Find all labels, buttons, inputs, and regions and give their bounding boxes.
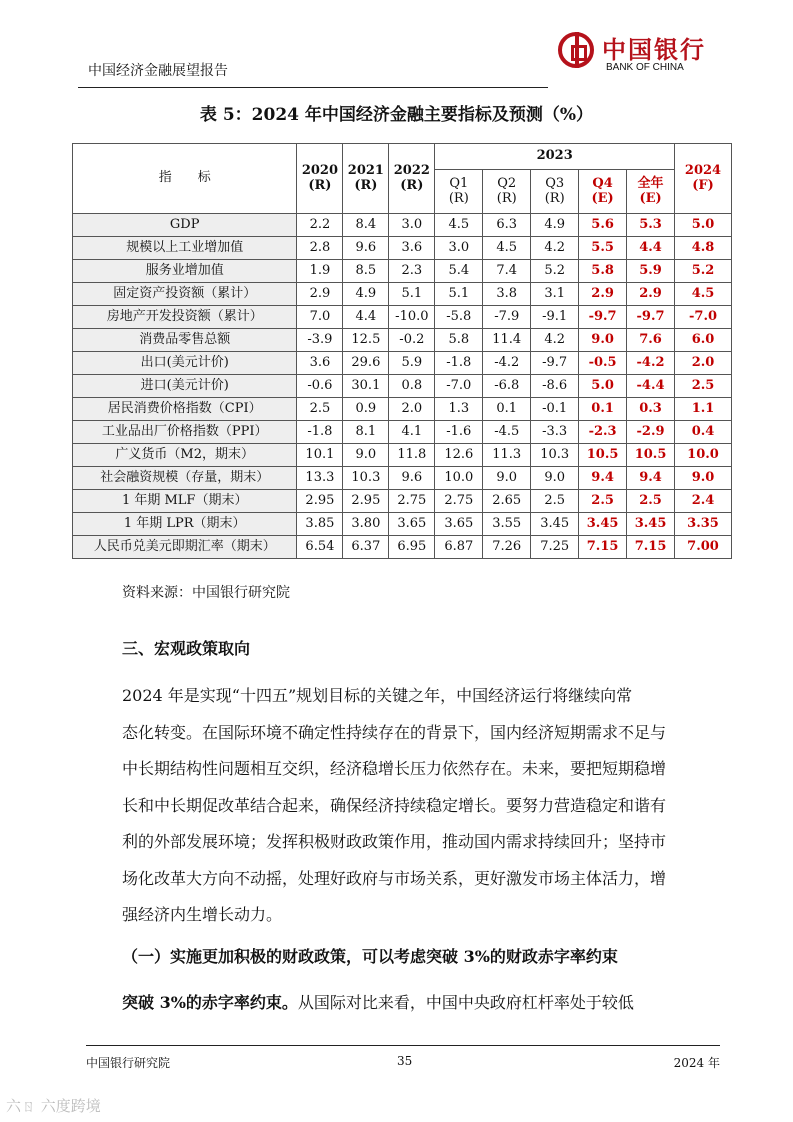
value-cell: 7.25 bbox=[531, 536, 579, 559]
value-cell: 2.5 bbox=[675, 375, 732, 398]
indicator-name-cell: 1 年期 MLF（期末） bbox=[73, 490, 297, 513]
value-cell: 3.55 bbox=[483, 513, 531, 536]
value-cell: -3.9 bbox=[297, 329, 343, 352]
year-header: 2021 (R) bbox=[343, 144, 389, 214]
value-cell: 3.8 bbox=[483, 283, 531, 306]
value-cell: -1.8 bbox=[297, 421, 343, 444]
value-cell: -5.8 bbox=[435, 306, 483, 329]
value-cell: 0.8 bbox=[389, 375, 435, 398]
value-cell: 1.3 bbox=[435, 398, 483, 421]
group-header-2023: 2023 bbox=[435, 144, 675, 170]
value-cell: 9.0 bbox=[579, 329, 627, 352]
value-cell: 5.5 bbox=[579, 237, 627, 260]
value-cell: 10.5 bbox=[627, 444, 675, 467]
value-cell: -0.1 bbox=[531, 398, 579, 421]
value-cell: 3.35 bbox=[675, 513, 732, 536]
indicator-column-header: 指 标 bbox=[73, 144, 297, 214]
header-rule bbox=[78, 87, 548, 88]
value-cell: 4.4 bbox=[627, 237, 675, 260]
value-cell: 4.5 bbox=[483, 237, 531, 260]
value-cell: 3.6 bbox=[297, 352, 343, 375]
value-cell: 11.8 bbox=[389, 444, 435, 467]
indicator-name-cell: 固定资产投资额（累计） bbox=[73, 283, 297, 306]
value-cell: 12.5 bbox=[343, 329, 389, 352]
table-row bbox=[73, 513, 732, 536]
indicator-name-cell: 社会融资规模（存量，期末） bbox=[73, 467, 297, 490]
value-cell: 4.9 bbox=[531, 214, 579, 237]
value-cell: -4.2 bbox=[627, 352, 675, 375]
value-cell: 0.3 bbox=[627, 398, 675, 421]
value-cell: 8.5 bbox=[343, 260, 389, 283]
value-cell: 9.0 bbox=[343, 444, 389, 467]
logo-english-name: BANK OF CHINA bbox=[606, 62, 684, 73]
value-cell: 10.1 bbox=[297, 444, 343, 467]
paragraph-line: 长和中长期促改革结合起来，确保经济持续稳定增长。要努力营造稳定和谐有 bbox=[122, 795, 667, 815]
value-cell: 1.9 bbox=[297, 260, 343, 283]
value-cell: 2.5 bbox=[297, 398, 343, 421]
table-row bbox=[73, 444, 732, 467]
report-title: 中国经济金融展望报告 bbox=[88, 63, 228, 79]
value-cell: 3.0 bbox=[435, 237, 483, 260]
table-row bbox=[73, 490, 732, 513]
value-cell: 10.5 bbox=[579, 444, 627, 467]
value-cell: -9.1 bbox=[531, 306, 579, 329]
value-cell: 4.1 bbox=[389, 421, 435, 444]
body-paragraph bbox=[122, 678, 723, 934]
value-cell: 12.6 bbox=[435, 444, 483, 467]
value-cell: 2.3 bbox=[389, 260, 435, 283]
value-cell: 9.0 bbox=[531, 467, 579, 490]
value-cell: 9.6 bbox=[389, 467, 435, 490]
value-cell: 3.45 bbox=[627, 513, 675, 536]
value-cell: 5.8 bbox=[579, 260, 627, 283]
value-cell: 5.4 bbox=[435, 260, 483, 283]
indicator-name-cell: 进口(美元计价) bbox=[73, 375, 297, 398]
value-cell: 3.6 bbox=[389, 237, 435, 260]
value-cell: 5.2 bbox=[675, 260, 732, 283]
footer-org: 中国银行研究院 bbox=[86, 1056, 171, 1070]
value-cell: -4.2 bbox=[483, 352, 531, 375]
value-cell: 2.8 bbox=[297, 237, 343, 260]
value-cell: 4.2 bbox=[531, 237, 579, 260]
value-cell: -10.0 bbox=[389, 306, 435, 329]
watermark: 六ㄖ 六度跨境 bbox=[6, 1097, 101, 1115]
indicator-name-cell: 工业品出厂价格指数（PPI） bbox=[73, 421, 297, 444]
value-cell: -3.3 bbox=[531, 421, 579, 444]
table-row bbox=[73, 536, 732, 559]
value-cell: 29.6 bbox=[343, 352, 389, 375]
value-cell: 5.0 bbox=[675, 214, 732, 237]
indicator-name-cell: 消费品零售总额 bbox=[73, 329, 297, 352]
value-cell: -4.4 bbox=[627, 375, 675, 398]
value-cell: 0.1 bbox=[579, 398, 627, 421]
value-cell: 4.9 bbox=[343, 283, 389, 306]
indicator-name-cell: 人民币兑美元即期汇率（期末） bbox=[73, 536, 297, 559]
value-cell: 10.3 bbox=[343, 467, 389, 490]
value-cell: 7.4 bbox=[483, 260, 531, 283]
value-cell: -1.8 bbox=[435, 352, 483, 375]
value-cell: 3.1 bbox=[531, 283, 579, 306]
paragraph-line: 2024 年是实现“十四五”规划目标的关键之年，中国经济运行将继续向常 bbox=[122, 686, 633, 705]
table-row bbox=[73, 237, 732, 260]
value-cell: 6.54 bbox=[297, 536, 343, 559]
value-cell: 0.9 bbox=[343, 398, 389, 421]
value-cell: 4.5 bbox=[675, 283, 732, 306]
value-cell: 2.0 bbox=[675, 352, 732, 375]
value-cell: -9.7 bbox=[627, 306, 675, 329]
quarter-header: Q2 (R) bbox=[483, 170, 531, 214]
value-cell: -7.0 bbox=[435, 375, 483, 398]
value-cell: 8.4 bbox=[343, 214, 389, 237]
value-cell: 30.1 bbox=[343, 375, 389, 398]
value-cell: 2.5 bbox=[579, 490, 627, 513]
logo-chinese-name: 中国银行 bbox=[602, 36, 706, 64]
value-cell: 8.1 bbox=[343, 421, 389, 444]
value-cell: 10.0 bbox=[675, 444, 732, 467]
quarter-header: Q4 (E) bbox=[579, 170, 627, 214]
value-cell: 3.0 bbox=[389, 214, 435, 237]
year-header: 2022 (R) bbox=[389, 144, 435, 214]
table-row bbox=[73, 467, 732, 490]
value-cell: 2.2 bbox=[297, 214, 343, 237]
value-cell: -4.5 bbox=[483, 421, 531, 444]
value-cell: 5.2 bbox=[531, 260, 579, 283]
indicator-table bbox=[72, 143, 732, 559]
value-cell: 2.0 bbox=[389, 398, 435, 421]
indicator-table-body bbox=[73, 214, 732, 559]
value-cell: -1.6 bbox=[435, 421, 483, 444]
value-cell: 3.65 bbox=[389, 513, 435, 536]
value-cell: 1.1 bbox=[675, 398, 732, 421]
table-row bbox=[73, 306, 732, 329]
table-row bbox=[73, 398, 732, 421]
page-header bbox=[78, 36, 718, 92]
value-cell: 6.0 bbox=[675, 329, 732, 352]
value-cell: 6.37 bbox=[343, 536, 389, 559]
value-cell: 4.4 bbox=[343, 306, 389, 329]
table-row bbox=[73, 260, 732, 283]
value-cell: 5.3 bbox=[627, 214, 675, 237]
value-cell: 3.45 bbox=[579, 513, 627, 536]
table-row bbox=[73, 375, 732, 398]
value-cell: 6.3 bbox=[483, 214, 531, 237]
value-cell: 5.0 bbox=[579, 375, 627, 398]
value-cell: 10.0 bbox=[435, 467, 483, 490]
paragraph-lead: 突破 3%的赤字率约束。 bbox=[122, 993, 298, 1012]
value-cell: 9.0 bbox=[675, 467, 732, 490]
indicator-name-cell: GDP bbox=[73, 214, 297, 237]
page-number: 35 bbox=[397, 1054, 413, 1068]
source-note: 资料来源：中国银行研究院 bbox=[122, 585, 290, 601]
table-row bbox=[73, 352, 732, 375]
value-cell: 11.4 bbox=[483, 329, 531, 352]
table-row bbox=[73, 329, 732, 352]
value-cell: 10.3 bbox=[531, 444, 579, 467]
value-cell: 2.95 bbox=[297, 490, 343, 513]
value-cell: 9.4 bbox=[579, 467, 627, 490]
quarter-header: 全年 (E) bbox=[627, 170, 675, 214]
indicator-name-cell: 广义货币（M2，期末） bbox=[73, 444, 297, 467]
value-cell: 7.6 bbox=[627, 329, 675, 352]
value-cell: -7.0 bbox=[675, 306, 732, 329]
value-cell: 11.3 bbox=[483, 444, 531, 467]
value-cell: 3.45 bbox=[531, 513, 579, 536]
value-cell: 7.26 bbox=[483, 536, 531, 559]
value-cell: 7.0 bbox=[297, 306, 343, 329]
paragraph-text: 从国际对比来看，中国中央政府杠杆率处于较低 bbox=[297, 993, 634, 1012]
value-cell: -0.5 bbox=[579, 352, 627, 375]
value-cell: 2.5 bbox=[531, 490, 579, 513]
value-cell: 9.6 bbox=[343, 237, 389, 260]
value-cell: 6.95 bbox=[389, 536, 435, 559]
value-cell: 0.1 bbox=[483, 398, 531, 421]
value-cell: 2.9 bbox=[627, 283, 675, 306]
page-footer bbox=[86, 1045, 720, 1076]
value-cell: 5.6 bbox=[579, 214, 627, 237]
indicator-name-cell: 出口(美元计价) bbox=[73, 352, 297, 375]
value-cell: 2.9 bbox=[579, 283, 627, 306]
value-cell: -8.6 bbox=[531, 375, 579, 398]
paragraph-line: 态化转变。在国际环境不确定性持续存在的背景下，国内经济短期需求不足与 bbox=[122, 722, 667, 742]
subsection-heading: （一）实施更加积极的财政政策，可以考虑突破 3%的财政赤字率约束 bbox=[122, 947, 618, 966]
year-header: 2020 (R) bbox=[297, 144, 343, 214]
value-cell: 5.9 bbox=[627, 260, 675, 283]
section-title: 三、宏观政策取向 bbox=[122, 639, 251, 658]
value-cell: 3.80 bbox=[343, 513, 389, 536]
boc-logo-icon bbox=[558, 32, 594, 68]
value-cell: -0.6 bbox=[297, 375, 343, 398]
value-cell: 2.5 bbox=[627, 490, 675, 513]
paragraph-line: 利的外部发展环境；发挥积极财政政策作用，推动国内需求持续回升；坚持市 bbox=[122, 832, 667, 851]
value-cell: 6.87 bbox=[435, 536, 483, 559]
value-cell: 7.00 bbox=[675, 536, 732, 559]
value-cell: -2.9 bbox=[627, 421, 675, 444]
value-cell: 13.3 bbox=[297, 467, 343, 490]
table-row bbox=[73, 214, 732, 237]
value-cell: 2.65 bbox=[483, 490, 531, 513]
indicator-name-cell: 1 年期 LPR（期末） bbox=[73, 513, 297, 536]
value-cell: 5.9 bbox=[389, 352, 435, 375]
value-cell: 7.15 bbox=[627, 536, 675, 559]
paragraph-line: 强经济内生增长动力。 bbox=[122, 905, 283, 924]
value-cell: -6.8 bbox=[483, 375, 531, 398]
paragraph-line: 场化改革大方向不动摇，处理好政府与市场关系，更好激发市场主体活力，增 bbox=[122, 868, 667, 888]
value-cell: -2.3 bbox=[579, 421, 627, 444]
value-cell: -9.7 bbox=[531, 352, 579, 375]
value-cell: 9.4 bbox=[627, 467, 675, 490]
quarter-header: Q1 (R) bbox=[435, 170, 483, 214]
value-cell: 4.8 bbox=[675, 237, 732, 260]
table-row bbox=[73, 283, 732, 306]
footer-year: 2024 年 bbox=[673, 1056, 720, 1070]
value-cell: 5.1 bbox=[389, 283, 435, 306]
value-cell: 9.0 bbox=[483, 467, 531, 490]
value-cell: 2.75 bbox=[435, 490, 483, 513]
forecast-header: 2024 (F) bbox=[675, 144, 732, 214]
value-cell: -9.7 bbox=[579, 306, 627, 329]
value-cell: 4.5 bbox=[435, 214, 483, 237]
value-cell: 5.8 bbox=[435, 329, 483, 352]
value-cell: 5.1 bbox=[435, 283, 483, 306]
value-cell: 2.75 bbox=[389, 490, 435, 513]
bank-logo bbox=[558, 32, 718, 82]
value-cell: -0.2 bbox=[389, 329, 435, 352]
value-cell: 2.9 bbox=[297, 283, 343, 306]
value-cell: 2.4 bbox=[675, 490, 732, 513]
value-cell: 4.2 bbox=[531, 329, 579, 352]
paragraph-line: 中长期结构性问题相互交织，经济稳增长压力依然存在。未来，要把短期稳增 bbox=[122, 759, 667, 778]
value-cell: -7.9 bbox=[483, 306, 531, 329]
value-cell: 3.65 bbox=[435, 513, 483, 536]
indicator-name-cell: 服务业增加值 bbox=[73, 260, 297, 283]
value-cell: 7.15 bbox=[579, 536, 627, 559]
quarter-header: Q3 (R) bbox=[531, 170, 579, 214]
value-cell: 3.85 bbox=[297, 513, 343, 536]
indicator-name-cell: 规模以上工业增加值 bbox=[73, 237, 297, 260]
indicator-name-cell: 居民消费价格指数（CPI） bbox=[73, 398, 297, 421]
continuing-paragraph bbox=[122, 990, 634, 1013]
table-row bbox=[73, 421, 732, 444]
value-cell: 2.95 bbox=[343, 490, 389, 513]
indicator-name-cell: 房地产开发投资额（累计） bbox=[73, 306, 297, 329]
value-cell: 0.4 bbox=[675, 421, 732, 444]
table-caption: 表 5：2024 年中国经济金融主要指标及预测（%） bbox=[199, 105, 594, 125]
